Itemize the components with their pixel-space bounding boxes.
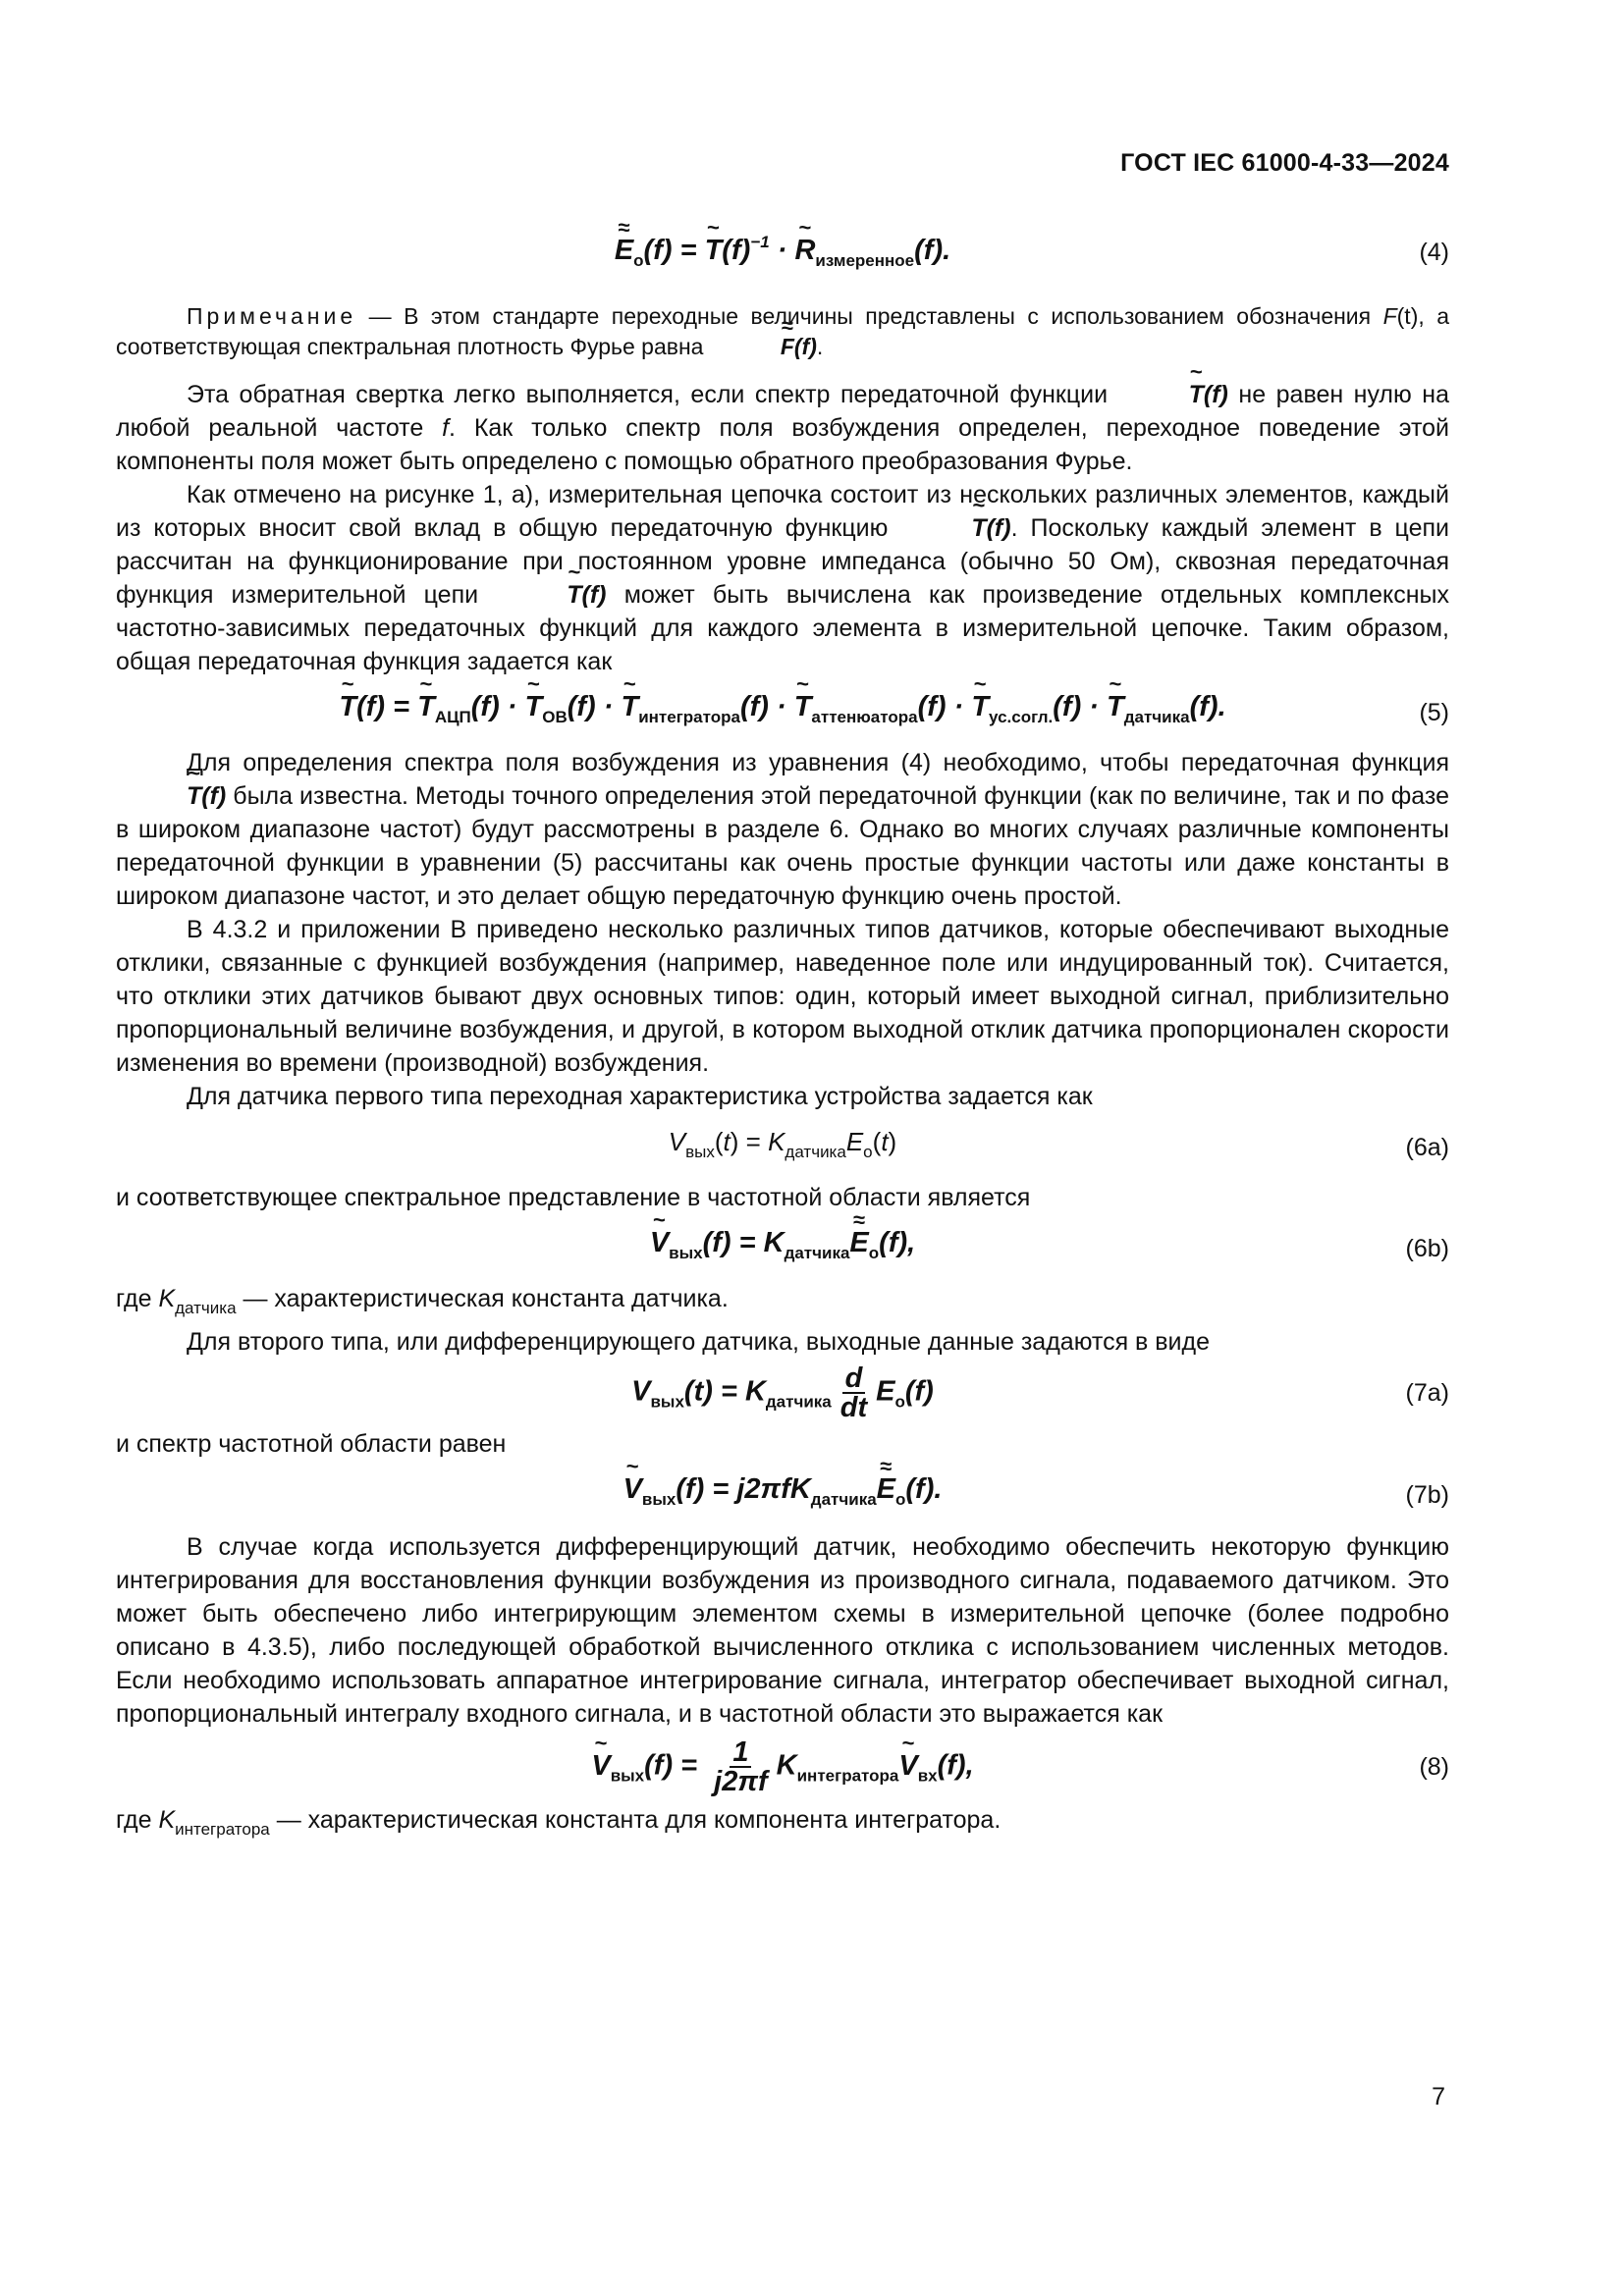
paragraph-second-type: Для второго типа, или дифференцирующего датчика, выходные данные задаются в виде	[187, 1328, 1211, 1356]
equation-number: (5)	[1419, 698, 1449, 726]
paragraph-spectrum-determination: Для определения спектра поля возбуждения из уравнения (4) необходимо, чтобы передаточная функция ~ T(f) была известна. Методы точного определения этой передаточной функции (как по величине, так и по фазе в широком диапазоне частот) будут рассмотрены в разделе 6. Однако во многих случаях различные компоненты передаточной функции в уравнении (5) рассчитаны как очень простые функции частоты или даже константы в широком диапазоне частот, и это делает общую передаточную функцию очень простой.	[116, 746, 1449, 913]
page-number: 7	[1432, 2083, 1445, 2110]
paragraph-sensor-constant: где $K_{датчика}$ — характеристическая константа датчика.	[116, 1285, 729, 1317]
equation-number: (6b)	[1405, 1234, 1449, 1262]
equation-6a: $V_{вых}(t) = K_{датчика}E_o(t)$ (6a)	[116, 1125, 1449, 1169]
paragraph-frequency-spectrum: и спектр частотной области равен	[116, 1430, 507, 1458]
note-paragraph: Примечание — В этом стандарте переходные величины представлены с использованием обозначения F(t), а соответствующая спектральная плотность Фурье равна ≈ F(f).	[116, 301, 1449, 362]
equation-8: ~ $V_{вых}(f)$ = $\frac{1}{j2\pi f}$ $K_{интегратора}\sim$ $V_{вх}(f)$, (8)	[116, 1738, 1449, 1795]
equation-number: (7b)	[1405, 1480, 1449, 1509]
equation-7a: $V_{вых}(t) = K_{датчика}$ $\frac{d}{dt}$ $E_o(f)$ (7a)	[631, 1362, 1449, 1423]
paragraph-spectral-representation: и соответствующее спектральное представление в частотной области является	[116, 1184, 1031, 1211]
document-id-header: ГОСТ IEC 61000-4-33—2024	[1120, 149, 1449, 177]
equation-7b: ~ $V_{вых}(f) = j2\pi fK_{датчика}\approx E_o(f)$. (7b)	[116, 1472, 1449, 1517]
equation-number: (8)	[1419, 1753, 1449, 1781]
equation-5: ~ T(f) = ~ $T_{АЦП}(f)$ · ~ $T_{ОВ}(f)$ · ~ $T_{интегратора}(f)$ · ~ $T_{аттенюатора}(f)$ · ~ $T_{ус.согл.}(f)$ · ~ $T_{датчика}(f)$. (5)	[116, 690, 1449, 734]
page-content	[116, 226, 1449, 1846]
equation-6b: ~ $V_{вых}(f) = K_{датчика}\approx E_o(f)$, (6b)	[116, 1226, 1449, 1270]
paragraph-differentiating-sensor: В случае когда используется дифференцирующий датчик, необходимо обеспечить некоторую функцию интегрирования для восстановления функции возбуждения из производного сигнала, подаваемого датчиком. Это может быть обеспечено либо интегрирующим элементом схемы в измерительной цепочке (более подробно описано в 4.3.5), либо последующей обработкой вычисленного отклика с использованием численных методов. Если необходимо использовать аппаратное интегрирование сигнала, интегратор обеспечивает выходной сигнал, пропорциональный интегралу входного сигнала, и в частотной области это выражается как	[116, 1533, 1449, 1728]
paragraph-inverse-convolution: Эта обратная свертка легко выполняется, если спектр передаточной функции ~ T(f) не равен нулю на любой реальной частоте f. Как только спектр поля возбуждения определен, переходное поведение этой компоненты поля может быть определено с помощью обратного преобразования Фурье.	[116, 378, 1449, 478]
note-label: Примечание	[187, 303, 357, 329]
equation-number: (7a)	[1405, 1379, 1449, 1407]
paragraph-first-type: Для датчика первого типа переходная характеристика устройства задается как	[187, 1083, 1093, 1110]
paragraph-sensor-types: В 4.3.2 и приложении В приведено несколько различных типов датчиков, которые обеспечивают выходные отклики, связанные с функцией возбуждения (например, наведенное поле или индуцированный ток). Считается, что отклики этих датчиков бывают двух основных типов: один, который имеет выходной сигнал, приблизительно пропорциональный величине возбуждения, и другой, в котором выходной отклик датчика пропорционален скорости изменения во времени (производной) возбуждения.	[116, 916, 1449, 1077]
equation-4: ≈ $E_o(f)$ = ~ $T(f)^{-1}$ · ~ $R_{измеренное}(f)$. (4)	[116, 226, 1449, 278]
paragraph-integrator-constant: где $K_{интегратора}$ — характеристическая константа для компонента интегратора.	[116, 1806, 1001, 1839]
equation-number: (4)	[1419, 238, 1449, 266]
equation-number: (6a)	[1405, 1133, 1449, 1161]
paragraph-measurement-chain: Как отмечено на рисунке 1, а), измерительная цепочка состоит из нескольких различных элементов, каждый из которых вносит свой вклад в общую передаточную функцию ~ T(f). Поскольку каждый элемент в цепи рассчитан на функционирование при постоянном уровне импеданса (обычно 50 Ом), сквозная передаточная функция измерительной цепи ~ T(f) может быть вычислена как произведение отдельных комплексных частотно-зависимых передаточных функций для каждого элемента в измерительной цепочке. Таким образом, общая передаточная функция задается как	[116, 478, 1449, 678]
